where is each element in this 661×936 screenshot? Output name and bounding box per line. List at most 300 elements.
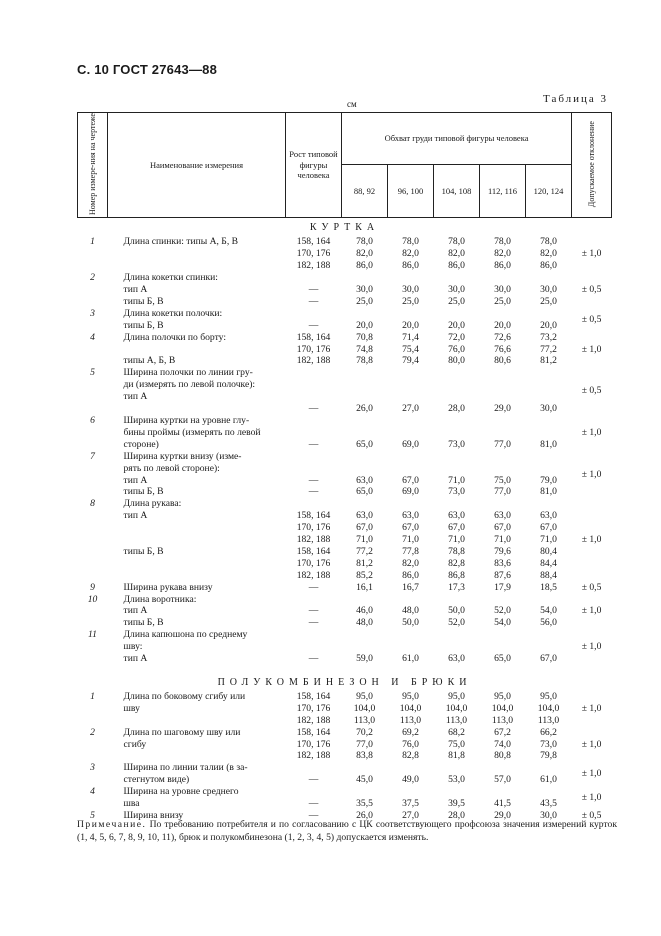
row-name-line: Длина по боковому сгибу или <box>123 690 246 702</box>
measure-value: 26,0 <box>356 809 373 821</box>
row-number: 5 <box>90 809 95 821</box>
measure-value: 113,0 <box>491 714 514 726</box>
measure-value <box>434 629 480 641</box>
row-name-line: Ширина внизу <box>123 809 184 821</box>
value-cell <box>388 786 434 810</box>
measure-value <box>388 498 434 510</box>
measure-value <box>526 594 572 606</box>
page-title: С. 10 ГОСТ 27643—88 <box>77 62 218 77</box>
measure-value: 81,0 <box>540 438 557 450</box>
value-cell <box>342 727 388 763</box>
measure-value: 104,0 <box>537 702 560 714</box>
measure-value: 77,0 <box>494 438 511 450</box>
row-name <box>108 415 286 451</box>
height-value: 170, 176 <box>296 557 331 569</box>
measure-value: 66,2 <box>540 726 557 738</box>
row-name <box>108 629 286 665</box>
measure-value: 30,0 <box>540 284 557 295</box>
measure-value: 113,0 <box>399 714 422 726</box>
measure-value: 82,0 <box>356 248 373 260</box>
measure-value: 41,5 <box>494 798 511 810</box>
measure-value: 67,0 <box>540 653 557 665</box>
height-value <box>286 762 342 774</box>
measure-value <box>388 641 434 653</box>
measure-value <box>434 594 480 606</box>
row-name-line <box>124 534 283 546</box>
row-heights <box>286 629 342 665</box>
value-cell <box>480 498 526 581</box>
height-value: 158, 164 <box>296 331 331 343</box>
value-cell <box>434 498 480 581</box>
value-cell <box>480 415 526 451</box>
measure-value <box>480 379 526 391</box>
col-name-header: Наименование измерения <box>108 113 286 218</box>
measure-value <box>342 391 388 403</box>
gap-cell <box>78 665 612 673</box>
measure-value <box>342 272 388 284</box>
measure-value <box>526 463 572 475</box>
row-heights <box>286 332 342 368</box>
measure-value: 30,0 <box>356 284 373 295</box>
row-number: 9 <box>90 581 95 593</box>
measure-value: 86,8 <box>448 569 465 581</box>
measure-value: 72,6 <box>494 331 511 343</box>
row-name-line <box>124 570 283 582</box>
deviation-value: ± 1,0 <box>581 702 602 714</box>
measure-value: 79,0 <box>540 474 557 486</box>
measure-value: 78,0 <box>356 236 373 248</box>
measure-value <box>480 391 526 403</box>
measure-value <box>526 641 572 653</box>
measure-value <box>434 762 480 774</box>
measure-value: 70,2 <box>356 726 373 738</box>
measure-value: 52,0 <box>494 605 511 617</box>
measure-value <box>342 379 388 391</box>
measure-value <box>434 391 480 403</box>
measure-value <box>388 308 434 320</box>
row-name-line: Ширина куртки на уровне глу- <box>123 414 250 426</box>
measure-value <box>342 594 388 606</box>
section-title-row <box>78 673 612 691</box>
measure-value: 82,0 <box>402 248 419 260</box>
measure-value: 30,0 <box>540 809 557 821</box>
measure-value: 78,0 <box>540 236 557 248</box>
measure-value: 26,0 <box>356 403 373 415</box>
row-name-line: Длина воротника: <box>123 593 197 605</box>
value-cell <box>526 367 572 415</box>
measurement-table <box>77 112 612 822</box>
height-value: — <box>308 774 319 786</box>
height-value <box>286 379 342 391</box>
measure-value: 75,0 <box>494 474 511 486</box>
row-number: 1 <box>90 236 95 248</box>
height-value <box>286 629 342 641</box>
row-name-line: шва <box>123 798 140 810</box>
measure-value <box>480 594 526 606</box>
measure-value: 67,0 <box>540 522 557 534</box>
measure-value: 76,0 <box>402 738 419 750</box>
row-name <box>108 451 286 499</box>
table-row <box>78 727 612 763</box>
measure-value: 49,0 <box>402 774 419 786</box>
measure-value: 29,0 <box>494 403 511 415</box>
row-name-line: рять по левой стороне): <box>123 462 220 474</box>
value-cell <box>342 308 388 332</box>
measure-value: 76,0 <box>448 343 465 355</box>
row-name-line: тип А <box>123 284 148 295</box>
measure-value <box>434 786 480 798</box>
row-name-line: тип А <box>123 391 148 403</box>
measure-value: 30,0 <box>402 284 419 295</box>
height-value: — <box>308 809 319 821</box>
value-cell <box>434 629 480 665</box>
col-chest-header: 112, 116 <box>480 164 526 218</box>
measure-value: 63,0 <box>356 474 373 486</box>
row-name-line <box>124 344 283 356</box>
measure-value: 69,0 <box>402 438 419 450</box>
row-name-line: типы Б, В <box>123 617 164 629</box>
measure-value <box>480 641 526 653</box>
measure-value: 80,8 <box>494 750 511 762</box>
height-value <box>286 415 342 427</box>
measure-value: 71,0 <box>448 474 465 486</box>
height-value: 182, 188 <box>296 534 331 546</box>
value-cell <box>526 415 572 451</box>
col-chest-group-header: Обхват груди типовой фигуры человека <box>342 113 572 165</box>
measure-value: 25,0 <box>540 295 557 307</box>
table-row <box>78 451 612 499</box>
measure-value <box>434 379 480 391</box>
value-cell <box>342 236 388 272</box>
value-cell <box>434 691 480 727</box>
measure-value: 63,0 <box>448 510 465 522</box>
table-row <box>78 272 612 308</box>
value-cell <box>480 308 526 332</box>
height-value: 182, 188 <box>296 750 331 762</box>
row-name-line: типы Б, В <box>123 545 164 557</box>
row-number: 8 <box>90 498 95 510</box>
measure-value <box>388 463 434 475</box>
height-value <box>286 463 342 475</box>
measure-value: 81,2 <box>540 355 557 367</box>
measure-value: 59,0 <box>356 653 373 665</box>
measure-value: 43,5 <box>540 798 557 810</box>
measure-value: 95,0 <box>540 690 557 702</box>
section-title: КУРТКА <box>309 222 380 234</box>
value-cell <box>342 582 388 594</box>
measure-value: 71,0 <box>494 534 511 546</box>
row-number: 4 <box>90 786 95 798</box>
row-name <box>108 236 286 272</box>
measure-value <box>388 272 434 284</box>
deviation-value: ± 1,0 <box>581 248 602 260</box>
measure-value: 30,0 <box>540 403 557 415</box>
height-value <box>286 427 342 439</box>
row-name-line: Длина спинки: типы А, Б, В <box>123 236 239 248</box>
table-row <box>78 594 612 630</box>
measure-value <box>526 379 572 391</box>
row-name-line: тип А <box>123 653 148 665</box>
table-row <box>78 332 612 368</box>
row-heights <box>286 272 342 308</box>
height-value <box>286 498 342 510</box>
height-value <box>286 594 342 606</box>
measure-value: 63,0 <box>402 510 419 522</box>
measure-value: 77,2 <box>540 343 557 355</box>
row-name-line: тип А <box>123 605 148 617</box>
measure-value <box>434 272 480 284</box>
measure-value <box>342 762 388 774</box>
row-name-line: Ширина полочки по линии гру- <box>123 367 253 379</box>
measure-value <box>388 367 434 379</box>
row-name-line: Длина кокетки спинки: <box>123 272 218 284</box>
value-cell <box>526 727 572 763</box>
measure-value: 79,8 <box>540 750 557 762</box>
measure-value <box>342 498 388 510</box>
row-name-line <box>124 750 283 762</box>
measure-value: 79,4 <box>402 355 419 367</box>
measure-value <box>342 367 388 379</box>
measure-value: 63,0 <box>356 510 373 522</box>
measure-value: 77,2 <box>356 545 373 557</box>
measure-value: 84,4 <box>540 557 557 569</box>
value-cell <box>526 582 572 594</box>
value-cell <box>388 415 434 451</box>
measure-value: 72,0 <box>448 331 465 343</box>
measure-value <box>342 308 388 320</box>
measure-value: 75,4 <box>402 343 419 355</box>
row-number: 1 <box>90 690 95 702</box>
height-value: 182, 188 <box>296 260 331 272</box>
table-row <box>78 629 612 665</box>
measure-value: 104,0 <box>399 702 422 714</box>
value-cell <box>434 451 480 499</box>
measure-value: 86,0 <box>402 260 419 272</box>
measure-value: 63,0 <box>540 510 557 522</box>
row-name-line: типы Б, В <box>123 295 164 307</box>
value-cell <box>388 498 434 581</box>
measure-value: 16,7 <box>402 581 419 593</box>
row-name <box>108 308 286 332</box>
measure-value: 53,0 <box>448 774 465 786</box>
row-heights <box>286 594 342 630</box>
measure-value: 80,4 <box>540 545 557 557</box>
measure-value: 78,8 <box>356 355 373 367</box>
value-cell <box>342 762 388 786</box>
value-cell <box>480 786 526 810</box>
measure-value <box>388 427 434 439</box>
measure-value: 95,0 <box>494 690 511 702</box>
row-heights <box>286 727 342 763</box>
height-value: 170, 176 <box>296 702 331 714</box>
measure-value <box>526 762 572 774</box>
value-cell <box>388 762 434 786</box>
measure-value <box>388 415 434 427</box>
deviation-value: ± 1,0 <box>581 605 602 617</box>
measure-value: 65,0 <box>356 486 373 498</box>
deviation-value: ± 1,0 <box>581 738 602 750</box>
table-row <box>78 786 612 810</box>
row-name-line: бины проймы (измерять по левой <box>123 426 261 438</box>
measure-value: 20,0 <box>494 319 511 331</box>
measure-value: 48,0 <box>402 605 419 617</box>
measure-value <box>434 498 480 510</box>
measure-value: 57,0 <box>494 774 511 786</box>
value-cell <box>526 786 572 810</box>
measure-value <box>526 367 572 379</box>
value-cell <box>388 727 434 763</box>
row-heights <box>286 367 342 415</box>
value-cell <box>526 762 572 786</box>
value-cell <box>480 367 526 415</box>
value-cell <box>342 594 388 630</box>
measure-value <box>388 451 434 463</box>
row-name-line <box>124 403 283 415</box>
height-value: 182, 188 <box>296 355 331 367</box>
value-cell <box>388 332 434 368</box>
value-cell <box>480 727 526 763</box>
measure-value: 68,2 <box>448 726 465 738</box>
measure-value: 95,0 <box>448 690 465 702</box>
measure-value <box>342 427 388 439</box>
measure-value <box>480 308 526 320</box>
table-row <box>78 762 612 786</box>
measure-value: 78,8 <box>448 545 465 557</box>
table-row <box>78 308 612 332</box>
height-value: 158, 164 <box>296 726 331 738</box>
measure-value: 39,5 <box>448 798 465 810</box>
measure-value <box>434 641 480 653</box>
table-row <box>78 415 612 451</box>
measure-value <box>342 463 388 475</box>
row-number: 3 <box>90 762 95 774</box>
measure-value: 30,0 <box>494 284 511 295</box>
measure-value <box>526 498 572 510</box>
height-value: — <box>308 798 319 810</box>
measure-value: 28,0 <box>448 809 465 821</box>
measure-value: 63,0 <box>494 510 511 522</box>
measure-value: 35,5 <box>356 798 373 810</box>
measure-value: 20,0 <box>448 319 465 331</box>
measure-value: 73,0 <box>448 486 465 498</box>
table-row <box>78 582 612 594</box>
row-name-line: типы Б, В <box>123 319 164 331</box>
value-cell <box>526 236 572 272</box>
measure-value: 74,8 <box>356 343 373 355</box>
measure-value: 73,2 <box>540 331 557 343</box>
table-label: Таблица 3 <box>543 93 609 105</box>
height-value <box>286 786 342 798</box>
height-value <box>286 272 342 284</box>
measure-value: 78,0 <box>494 236 511 248</box>
value-cell <box>480 762 526 786</box>
value-cell <box>388 582 434 594</box>
value-cell <box>388 629 434 665</box>
measure-value: 16,1 <box>356 581 373 593</box>
height-value: — <box>308 486 319 498</box>
measure-value <box>388 762 434 774</box>
row-heights <box>286 451 342 499</box>
measure-value: 63,0 <box>448 653 465 665</box>
measure-value: 82,0 <box>448 248 465 260</box>
measure-value: 46,0 <box>356 605 373 617</box>
measure-value: 113,0 <box>353 714 376 726</box>
measure-value: 61,0 <box>402 653 419 665</box>
row-name-line: Длина рукава: <box>123 498 182 510</box>
row-name-line: сгибу <box>123 738 147 750</box>
row-name-line <box>124 522 283 534</box>
height-value: — <box>308 295 319 307</box>
row-number: 11 <box>88 629 97 641</box>
measure-value <box>526 427 572 439</box>
col-chest-header: 88, 92 <box>342 164 388 218</box>
row-heights <box>286 762 342 786</box>
height-value: — <box>308 653 319 665</box>
row-name-line: Длина полочки по борту: <box>123 331 226 343</box>
measure-value <box>526 391 572 403</box>
measure-value <box>526 415 572 427</box>
measure-value: 77,0 <box>356 738 373 750</box>
measure-value: 77,0 <box>494 486 511 498</box>
row-heights <box>286 236 342 272</box>
measure-value <box>388 786 434 798</box>
measure-value <box>388 629 434 641</box>
measure-value: 27,0 <box>402 809 419 821</box>
value-cell <box>388 272 434 308</box>
value-cell <box>342 691 388 727</box>
measure-value: 79,6 <box>494 545 511 557</box>
value-cell <box>342 367 388 415</box>
measure-value <box>388 391 434 403</box>
measure-value: 25,0 <box>494 295 511 307</box>
value-cell <box>526 272 572 308</box>
row-name-line: Длина по шаговому шву или <box>123 726 241 738</box>
col-chest-header: 96, 100 <box>388 164 434 218</box>
section-gap <box>78 665 612 673</box>
row-name <box>108 332 286 368</box>
value-cell <box>480 594 526 630</box>
row-heights <box>286 691 342 727</box>
height-value: — <box>308 605 319 617</box>
height-value <box>286 367 342 379</box>
measure-value <box>526 786 572 798</box>
row-name-line: Ширина куртки внизу (изме- <box>123 450 242 462</box>
value-cell <box>342 498 388 581</box>
value-cell <box>342 786 388 810</box>
measure-value: 113,0 <box>445 714 468 726</box>
value-cell <box>526 308 572 332</box>
table-row <box>78 236 612 272</box>
measure-value: 17,3 <box>448 581 465 593</box>
measure-value <box>480 498 526 510</box>
measure-value <box>342 641 388 653</box>
measure-value: 83,8 <box>356 750 373 762</box>
measure-value <box>526 308 572 320</box>
value-cell <box>388 691 434 727</box>
measure-value: 76,6 <box>494 343 511 355</box>
measure-value: 67,2 <box>494 726 511 738</box>
height-value: 170, 176 <box>296 248 331 260</box>
measure-value: 54,0 <box>494 617 511 629</box>
value-cell <box>388 594 434 630</box>
value-cell <box>480 332 526 368</box>
measure-value: 61,0 <box>540 774 557 786</box>
height-value: — <box>308 284 319 295</box>
value-cell <box>342 629 388 665</box>
row-name-line: типы А, Б, В <box>123 355 176 367</box>
row-name <box>108 727 286 763</box>
section-title-row <box>78 218 612 236</box>
